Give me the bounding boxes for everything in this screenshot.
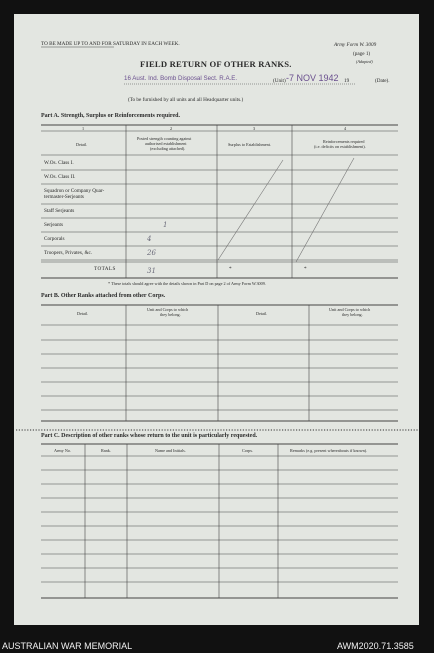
row-label: Staff Serjeants: [44, 208, 75, 214]
posted-serjeants: 1: [163, 221, 168, 229]
header-reinforcements-1: Reinforcements required: [323, 139, 365, 144]
row-label: Corporals: [44, 236, 65, 242]
part-b-header-unit: Unit and Corps to which: [147, 307, 189, 312]
header-surplus: Surplus to Establishment.: [228, 142, 271, 147]
col-number-4: 4: [344, 126, 347, 131]
part-b-header-detail: Detail.: [256, 311, 268, 316]
header-detail: Detail.: [76, 142, 88, 147]
part-c-header-rank: Rank.: [101, 448, 111, 453]
row-label: Serjeants: [44, 222, 64, 228]
part-b-title: Part B. Other Ranks attached from other Corps.: [41, 293, 166, 299]
unit-label: (Unit): [273, 78, 286, 84]
date-label: (Date).: [375, 78, 390, 84]
part-a-footnote: * These totals should agree with the details shown in Part D on page 2 of Army Form W.3009.: [108, 281, 266, 286]
date-stamp: -7 NOV 1942: [286, 73, 339, 83]
totals-asterisk: *: [229, 266, 232, 272]
part-c-header-remarks: Remarks (e.g. present whereabouts if known).: [290, 448, 368, 453]
posted-corporals: 4: [147, 235, 152, 243]
part-a-title: Part A. Strength, Surplus or Reinforcements required.: [41, 113, 180, 119]
part-c-title: Part C. Description of other ranks whose return to the unit is particularly requested.: [41, 433, 258, 439]
totals-value: 31: [147, 267, 156, 275]
header-reinforcements-2: (i.e. deficits on establishment).: [314, 144, 366, 149]
part-b-header-unit-2: they belong.: [342, 312, 363, 317]
totals-label: TOTALS: [94, 266, 116, 272]
row-label: W.Os. Class II.: [44, 174, 76, 180]
form-number: Army Form W. 3009: [334, 42, 377, 48]
furnish-note: (To be furnished by all units and all Headquarter units.): [128, 97, 244, 103]
col-number-1: 1: [82, 126, 85, 131]
part-c-header-name: Name and Initials.: [155, 448, 186, 453]
header-posted-1: Posted strength counting against: [137, 136, 192, 141]
instruction-text: TO BE MADE UP TO AND FOR SATURDAY IN EACH WEEK.: [41, 41, 180, 47]
header-posted-2: authorised establishment: [145, 141, 187, 146]
part-c-header-corps: Corps.: [242, 448, 254, 453]
form-title: FIELD RETURN OF OTHER RANKS.: [140, 59, 292, 69]
part-b-header-unit-2: they belong.: [160, 312, 181, 317]
page-label: (page 1): [353, 51, 371, 57]
adapted-label: (Adapted): [356, 59, 373, 64]
archive-credit: AUSTRALIAN WAR MEMORIAL: [2, 641, 133, 651]
accession-number: AWM2020.71.3585: [337, 641, 414, 651]
row-label-continued: termaster-Serjeants: [44, 194, 84, 200]
col-number-3: 3: [253, 126, 256, 131]
part-c-header-army-no: Army No.: [54, 448, 71, 453]
totals-asterisk: *: [304, 266, 307, 272]
row-label: Squadron or Company Quar-: [44, 188, 105, 194]
year-prefix: 19: [344, 78, 350, 84]
part-b-header-detail: Detail.: [77, 311, 89, 316]
posted-troopers: 26: [147, 249, 156, 257]
col-number-2: 2: [170, 126, 173, 131]
row-label: Troopers, Privates, &c.: [44, 250, 93, 256]
header-posted-3: (excluding attached).: [150, 146, 186, 151]
unit-stamp: 16 Aust. Ind. Bomb Disposal Sect. R.A.E.: [124, 75, 238, 82]
part-b-header-unit: Unit and Corps to which: [329, 307, 371, 312]
row-label: W.Os. Class I.: [44, 160, 74, 166]
